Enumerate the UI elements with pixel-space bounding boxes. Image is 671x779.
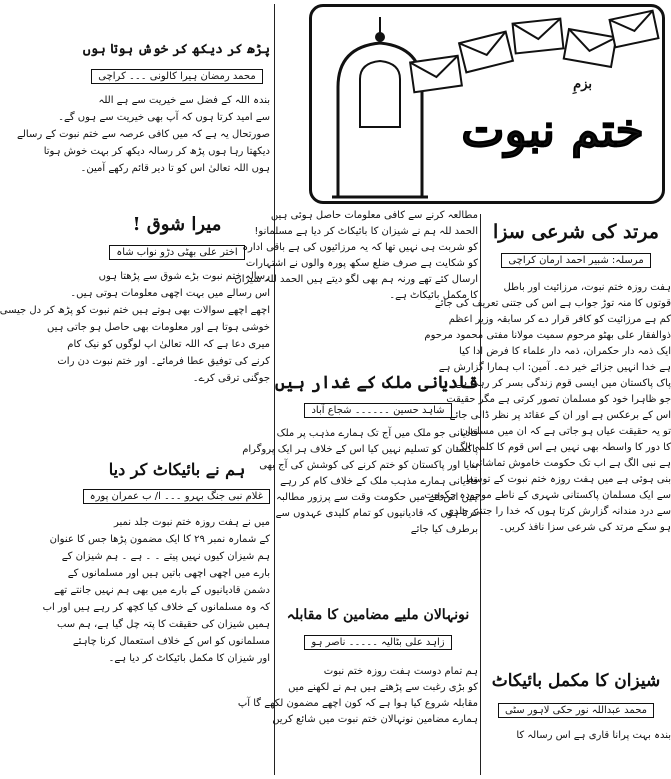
text-line: بندہ اللہ کے فضل سے خیریت سے ہے اللہ [98, 95, 270, 106]
left-column [0, 0, 274, 779]
article-byline: محمد رمضان ہیرا کالونی ۔۔۔ کراچی [91, 69, 262, 84]
article-title: نونہالان ملیے مضامین کا مقابلہ [286, 607, 470, 623]
article-qadiani [242, 370, 478, 538]
article-continued [234, 208, 478, 304]
text-line: ہے خدا انہیں جزائے خیر دے۔ آمین: اب ہمارا گزارش ہے [438, 362, 671, 373]
text-line: دیکھتا رہا ہوں پڑھ کر رسالہ دیکھ کر بہت خوش ہوتا [43, 146, 270, 157]
article-body [481, 728, 671, 744]
article-body [17, 92, 270, 177]
text-line: قادیانی ہمارے مذہب ملک کے خلاف کام کر رہے [280, 476, 478, 487]
article-khush [17, 40, 270, 177]
text-line: الحمد للہ ہم نے شیزان کا بائیکاٹ کر دیا ہے مسلمانو! [254, 226, 478, 237]
text-line: ہو سکے مرتد کی شرعی سزا نافذ کریں۔ [498, 522, 671, 533]
text-line: ہمارے مضامین نونہالان ختم نبوت میں شائع کریں [272, 714, 478, 725]
article-byline: اختر علی بھٹی دڑو نواب شاہ [109, 245, 244, 260]
text-line: اس رسالے میں بہت اچھی معلومات ہوتی ہیں۔ [70, 288, 270, 299]
text-line: ہفت روزہ ختم نبوت، مرزائیت اور باطل [503, 282, 671, 293]
text-line: پاک پاکستان میں ایسی قوم زندگی بسر کر رہی ہے [455, 378, 671, 389]
article-body [242, 426, 478, 538]
article-byline: مرسلہ: شبیر احمد ارمان کراچی [501, 253, 650, 268]
article-byline: شاہد حسین ۔۔۔۔۔۔ شجاع آباد [304, 403, 451, 418]
article-title: مرتد کی شرعی سزا [493, 221, 659, 243]
article-body [42, 514, 270, 667]
article-byline: غلام نبی جنگ بہرو ۔۔۔ ا/ ب عمران پورہ [83, 489, 270, 504]
text-line: رسالہ ختم نبوت بڑے شوق سے پڑھتا ہوں [98, 271, 270, 282]
text-line: ذوالفقار علی بھٹو مرحوم سمیت مولانا مفتی محمود مرحوم [424, 330, 671, 341]
article-shezan-boycott [481, 668, 671, 744]
text-line: کے شمارہ نمبر ۲۹ کا ایک مضمون پڑھا جس کا عنوان [49, 534, 270, 545]
text-line: ہے نبی الگ ہے اب تک حکومت خاموش تماشائی [471, 458, 671, 469]
text-line: بنایا اور پاکستان کو ختم کرنے کی کوشش کی آج بھی [259, 460, 478, 471]
article-shauq [0, 212, 270, 387]
text-line: میری دعا ہے کہ اللہ تعالیٰ اپ لوگوں کو نیک کام [67, 339, 270, 350]
text-line: کا مکمل بائیکاٹ ہے۔ [389, 290, 478, 301]
text-line: بندہ بہت پرانا قاری ہے اس رسالہ کا [516, 730, 671, 741]
text-line: کہ وہ مسلمانوں کے خلاف کیا کچھ کر رہے ہیں اور اب [42, 602, 270, 613]
article-title: پڑھ کر دیکھ کر خوش ہوتا ہوں [82, 42, 270, 57]
text-line: جو ظاہرا خود کو مسلمان تصور کرتی ہے مگر حقیقت [446, 394, 671, 405]
text-line: کو شکایت ہے صرف ضلع سکھ پورہ والوں نے اشتہارات [245, 258, 478, 269]
article-title: میرا شوق ! [132, 214, 222, 235]
text-line: خوشی ہوتا ہے اور معلومات بھی حاصل ہو جاتی ہیں [46, 322, 270, 333]
text-line: ہوں اللہ تعالیٰ اس کو تا دیر قائم رکھے آمین۔ [80, 163, 270, 174]
text-line: دشمن قادیانیوں کے بارے میں بھی ہم نہیں جانتے تھے [53, 585, 270, 596]
text-line: کم ہے مرزائیت کو کافر قرار دے کر سابقہ وزیر اعظم [448, 314, 671, 325]
article-body [0, 268, 270, 387]
text-line: مقابلہ شروع کیا ہوا ہے کہ کون اچھے مضمون لکھے گا آپ [237, 698, 478, 709]
text-line: کرتا ہوں کہ قادیانیوں کو تمام کلیدی عہدوں سے [275, 508, 478, 519]
text-line: اور شیزان کا مکمل بائیکاٹ کر دیا ہے۔ [108, 653, 270, 664]
text-line: صورتحال یہ ہے کہ میں کافی عرصہ سے ختم نبوت کے رسالے [17, 129, 270, 140]
text-line: ہیں اس لئے میں حکومت وقت سے پرزور مطالبہ [276, 492, 478, 503]
text-line: جوگنی ترقی کرے۔ [192, 373, 270, 384]
article-title: شیزان کا مکمل بائیکاٹ [491, 671, 661, 691]
text-line: میں نے ہفت روزہ ختم نبوت جلد نمبر [113, 517, 270, 528]
text-line: سے ایک مسلمان پاکستانی شہری کے ناطے موجودہ حکومت [424, 490, 671, 501]
text-line: ایک ذمہ دار حکمران، ذمہ دار علماء کا فرض ادا کیا [459, 346, 671, 357]
logo-subtitle: بزمِ [573, 77, 592, 92]
text-line: اس کے برعکس ہے اور ان کے عقائد پر نظر ڈالی جائے [449, 410, 671, 421]
text-line: مسلمانوں کو اس کے خلاف استعمال کرنا چاہئے [72, 636, 270, 647]
logo-title: ختم نبوت [461, 103, 644, 157]
article-byline: زاہد علی بٹالیہ ۔۔۔۔۔ ناصر ہو [304, 635, 451, 650]
text-line: مطالعہ کرنے سے کافی معلومات حاصل ہوئی ہیں [270, 210, 478, 221]
text-line: قوتوں کا منہ توڑ جواب ہے اس کی جتنی تعریف کی جائے [434, 298, 671, 309]
text-line: اچھے اچھے سوالات بھی ہوتے ہیں ختم نبوت کو پڑھ کر دل جیسی [0, 305, 270, 316]
text-line: تو یہ حقیقت عیاں ہو جاتی ہے کہ ان میں مسلمان [460, 426, 671, 437]
text-line: کرنے کی توفیق عطا فرمائے۔ اور ختم نبوت دن رات [57, 356, 270, 367]
text-line: بارے میں اچھی اچھی باتیں ہیں اور مسلمانوں کے [67, 568, 270, 579]
article-byline: محمد عبداللہ نور حکی لاہور سٹی [498, 703, 654, 718]
article-naunihal [237, 604, 478, 728]
article-title: ہم نے بائیکاٹ کر دیا [108, 460, 246, 479]
text-line: ہم تمام دوست ہفت روزہ ختم نبوت [323, 666, 478, 677]
text-line: سے درد مندانہ گزارش کرتا ہوں کہ خدا را جتنی جلدی [446, 506, 671, 517]
text-line: کو شربت ہی نہیں تھا کہ یہ مرزائیوں کی ہے باقی ادارہ [242, 242, 478, 253]
text-line: کا دور کا واسطہ بھی نہیں ہے اس قوم کا کلمہ الگ [456, 442, 671, 453]
article-title: قادیانی ملک کے غدار ہیں [275, 373, 478, 393]
text-line: قادیانی جو ملک میں آج تک ہمارے مذہب پر ملک [276, 428, 478, 439]
text-line: ارسال کئے تھے ورنہ ہم بھی لگو دیتے ہیں الحمد للہ شیزان [234, 274, 478, 285]
text-line: ہمیں شیزان کی حقیقت کا پتہ چل گیا ہے، ہم سب [56, 619, 270, 630]
text-line: ہم شیزان کیوں نہیں پیتے ۔ ۔ ہے ۔ ہم شیزان کے [61, 551, 270, 562]
text-line: بنی ہوئی ہے میں ہفت روزہ ختم نبوت کے توسط [464, 474, 671, 485]
article-boycott [42, 458, 270, 667]
middle-column [234, 0, 480, 779]
text-line: کو بڑی رغبت سے پڑھتے ہیں ہم نے لکھنے میں [288, 682, 478, 693]
text-line: سے امید کرتا ہوں کہ آپ بھی خیریت سے ہوں گے۔ [58, 112, 270, 123]
text-line: برطرف کیا جائے [410, 524, 478, 535]
text-line: پاکستان کو تسلیم نہیں کیا اس کے خلاف ہر ایک پروگرام [242, 444, 478, 455]
article-body [237, 664, 478, 728]
